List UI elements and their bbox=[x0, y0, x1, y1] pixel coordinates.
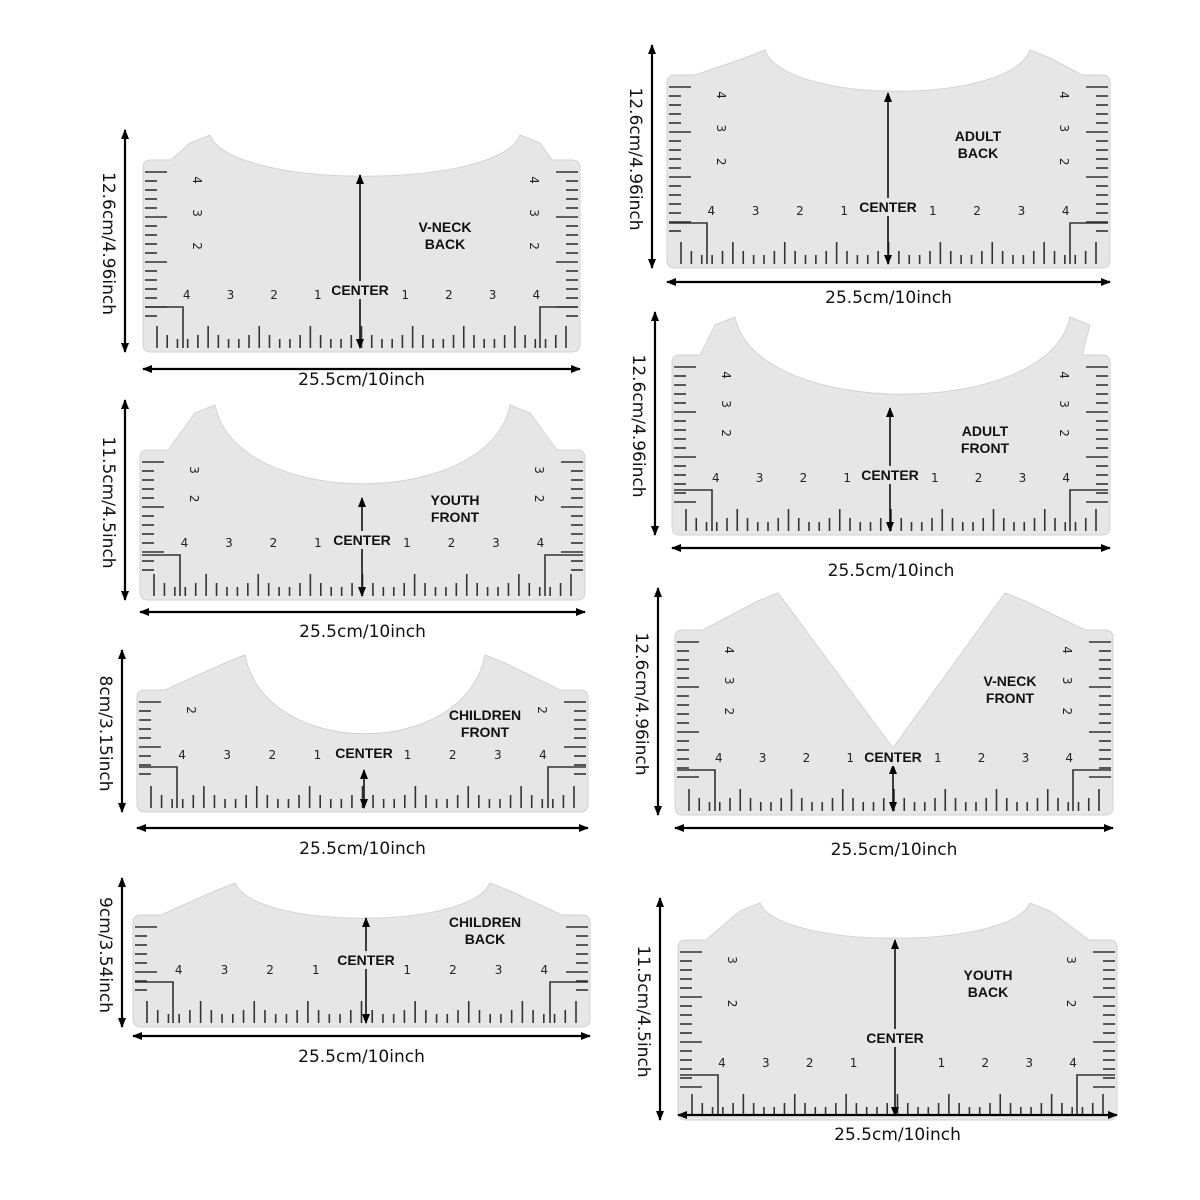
base-number: 4 bbox=[1061, 204, 1070, 218]
base-number: 2 bbox=[796, 204, 804, 218]
base-number: 1 bbox=[846, 751, 855, 765]
side-number-right: 2 bbox=[1064, 999, 1078, 1008]
ruler-type-label: FRONT bbox=[960, 440, 1010, 456]
side-number-right: 4 bbox=[527, 176, 541, 184]
base-number: 1 bbox=[928, 204, 937, 218]
base-number: 2 bbox=[269, 536, 278, 550]
base-number: 3 bbox=[755, 471, 764, 485]
side-number-left: 4 bbox=[190, 176, 204, 184]
height-label: 12.6cm/4.96inch bbox=[628, 354, 648, 498]
ruler-type-label: V-NECK bbox=[983, 673, 1037, 689]
side-number-left: 3 bbox=[719, 400, 733, 408]
base-number: 3 bbox=[758, 751, 767, 765]
side-number-right: 2 bbox=[532, 494, 546, 503]
center-label: CENTER bbox=[337, 952, 395, 968]
base-number: 2 bbox=[448, 748, 457, 762]
side-number-right: 2 bbox=[527, 242, 541, 250]
ruler-youth-back bbox=[633, 898, 1117, 1145]
side-number-right: 4 bbox=[1060, 646, 1074, 654]
center-label: CENTER bbox=[864, 749, 922, 765]
center-label: CENTER bbox=[861, 467, 919, 483]
base-number: 2 bbox=[268, 748, 277, 762]
base-number: 3 bbox=[225, 536, 233, 550]
base-number: 3 bbox=[492, 536, 500, 550]
side-number-right: 2 bbox=[1057, 429, 1071, 437]
base-number: 4 bbox=[707, 204, 716, 218]
side-number-left: 3 bbox=[190, 209, 204, 217]
center-label: CENTER bbox=[333, 532, 391, 548]
side-number-right: 4 bbox=[1057, 371, 1071, 379]
base-number: 1 bbox=[840, 204, 849, 218]
base-number: 4 bbox=[174, 963, 183, 977]
base-number: 1 bbox=[843, 471, 852, 485]
ruler-type-label: FRONT bbox=[985, 690, 1035, 706]
side-number-right: 2 bbox=[1060, 707, 1074, 716]
ruler-type-label: YOUTH bbox=[430, 492, 480, 508]
ruler-type-label: BACK bbox=[424, 236, 466, 252]
base-number: 1 bbox=[403, 963, 412, 977]
base-number: 1 bbox=[313, 748, 322, 762]
side-number-left: 2 bbox=[184, 706, 198, 714]
base-number: 2 bbox=[973, 204, 981, 218]
base-number: 1 bbox=[311, 963, 320, 977]
ruler-type-label: BACK bbox=[957, 145, 999, 161]
side-number-right: 4 bbox=[1057, 91, 1071, 99]
ruler-body bbox=[675, 593, 1113, 815]
base-number: 1 bbox=[937, 1056, 946, 1070]
side-number-left: 3 bbox=[714, 124, 728, 133]
base-number: 3 bbox=[1021, 751, 1030, 765]
side-number-left: 2 bbox=[722, 707, 736, 716]
base-number: 3 bbox=[751, 204, 760, 218]
base-number: 4 bbox=[718, 1056, 726, 1070]
side-number-left: 3 bbox=[187, 466, 201, 474]
base-number: 4 bbox=[711, 471, 720, 485]
ruler-v-neck-front bbox=[631, 588, 1113, 860]
width-label: 25.5cm/10inch bbox=[298, 370, 425, 390]
width-label: 25.5cm/10inch bbox=[298, 1047, 425, 1067]
base-number: 2 bbox=[977, 751, 986, 765]
side-number-right: 3 bbox=[1060, 676, 1074, 685]
ruler-type-label: BACK bbox=[464, 931, 506, 947]
ruler-type-label: FRONT bbox=[460, 724, 510, 740]
side-number-left: 3 bbox=[725, 956, 739, 964]
base-number: 2 bbox=[802, 751, 811, 765]
base-number: 3 bbox=[226, 288, 235, 302]
side-number-left: 2 bbox=[190, 242, 204, 250]
base-number: 4 bbox=[714, 751, 723, 765]
base-number: 2 bbox=[974, 471, 983, 485]
ruler-body bbox=[672, 317, 1110, 535]
side-number-right: 2 bbox=[535, 706, 549, 714]
base-number: 3 bbox=[494, 963, 503, 977]
height-label: 12.6cm/4.96inch bbox=[98, 172, 118, 315]
ruler-type-label: CHILDREN bbox=[448, 707, 522, 723]
base-number: 1 bbox=[403, 748, 412, 762]
ruler-type-label: BACK bbox=[967, 984, 1009, 1000]
ruler-type-label: ADULT bbox=[961, 423, 1009, 439]
center-label: CENTER bbox=[335, 745, 393, 761]
base-number: 3 bbox=[493, 748, 502, 762]
height-label: 11.5cm/4.5inch bbox=[633, 945, 653, 1078]
ruler-type-label: ADULT bbox=[954, 128, 1002, 144]
center-label: CENTER bbox=[866, 1030, 924, 1046]
ruler-adult-back bbox=[625, 45, 1110, 308]
base-number: 4 bbox=[540, 963, 549, 977]
side-number-right: 2 bbox=[1057, 157, 1071, 166]
base-number: 3 bbox=[1017, 204, 1026, 218]
base-number: 1 bbox=[933, 751, 942, 765]
base-number: 2 bbox=[447, 536, 456, 550]
height-label: 12.6cm/4.96inch bbox=[625, 87, 645, 231]
width-label: 25.5cm/10inch bbox=[299, 839, 426, 859]
width-label: 25.5cm/10inch bbox=[827, 561, 955, 581]
side-number-left: 2 bbox=[719, 429, 733, 437]
base-number: 1 bbox=[313, 288, 322, 302]
base-number: 1 bbox=[314, 536, 322, 550]
ruler-youth-front bbox=[98, 400, 585, 642]
ruler-type-label: YOUTH bbox=[963, 967, 1013, 983]
ruler-body bbox=[143, 135, 580, 352]
ruler-type-label: CHILDREN bbox=[448, 914, 522, 930]
base-number: 2 bbox=[445, 288, 453, 302]
side-number-left: 4 bbox=[714, 91, 728, 99]
base-number: 4 bbox=[178, 748, 186, 762]
base-number: 1 bbox=[930, 471, 939, 485]
base-number: 3 bbox=[1025, 1056, 1034, 1070]
side-number-left: 4 bbox=[722, 646, 736, 654]
width-label: 25.5cm/10inch bbox=[825, 288, 952, 308]
side-number-left: 2 bbox=[714, 157, 728, 166]
side-number-left: 2 bbox=[187, 494, 201, 503]
base-number: 1 bbox=[403, 536, 411, 550]
side-number-left: 3 bbox=[722, 676, 736, 685]
height-label: 8cm/3.15inch bbox=[95, 675, 115, 792]
width-label: 25.5cm/10inch bbox=[299, 622, 426, 642]
base-number: 4 bbox=[536, 536, 545, 550]
height-label: 11.5cm/4.5inch bbox=[98, 436, 118, 569]
base-number: 4 bbox=[532, 288, 541, 302]
height-label: 9cm/3.54inch bbox=[95, 897, 115, 1013]
base-number: 3 bbox=[1018, 471, 1027, 485]
base-number: 4 bbox=[1062, 471, 1071, 485]
ruler-v-neck-back bbox=[98, 130, 580, 390]
center-label: CENTER bbox=[859, 199, 917, 215]
base-number: 2 bbox=[799, 471, 808, 485]
side-number-right: 3 bbox=[1064, 956, 1078, 964]
ruler-adult-front bbox=[628, 312, 1110, 581]
width-label: 25.5cm/10inch bbox=[834, 1125, 961, 1145]
base-number: 2 bbox=[805, 1056, 814, 1070]
base-number: 2 bbox=[266, 963, 274, 977]
ruler-body bbox=[678, 903, 1117, 1120]
height-label: 12.6cm/4.96inch bbox=[631, 632, 651, 776]
center-label: CENTER bbox=[331, 282, 389, 298]
width-label: 25.5cm/10inch bbox=[830, 840, 958, 860]
base-number: 4 bbox=[180, 536, 189, 550]
side-number-right: 3 bbox=[527, 209, 541, 217]
base-number: 2 bbox=[449, 963, 457, 977]
side-number-left: 2 bbox=[725, 999, 739, 1008]
side-number-right: 3 bbox=[1057, 124, 1071, 133]
ruler-children-front bbox=[95, 650, 588, 859]
base-number: 3 bbox=[761, 1056, 770, 1070]
ruler-type-label: FRONT bbox=[430, 509, 480, 525]
base-number: 3 bbox=[223, 748, 232, 762]
side-number-right: 3 bbox=[532, 466, 546, 474]
side-number-left: 4 bbox=[719, 371, 733, 379]
base-number: 4 bbox=[1069, 1056, 1077, 1070]
base-number: 4 bbox=[182, 288, 191, 302]
base-number: 3 bbox=[220, 963, 229, 977]
base-number: 3 bbox=[488, 288, 497, 302]
base-number: 1 bbox=[849, 1056, 858, 1070]
base-number: 2 bbox=[981, 1056, 990, 1070]
ruler-type-label: V-NECK bbox=[418, 219, 472, 235]
base-number: 4 bbox=[539, 748, 547, 762]
base-number: 2 bbox=[270, 288, 278, 302]
ruler-children-back bbox=[95, 878, 590, 1067]
base-number: 1 bbox=[401, 288, 410, 302]
side-number-right: 3 bbox=[1057, 400, 1071, 408]
base-number: 4 bbox=[1065, 751, 1074, 765]
